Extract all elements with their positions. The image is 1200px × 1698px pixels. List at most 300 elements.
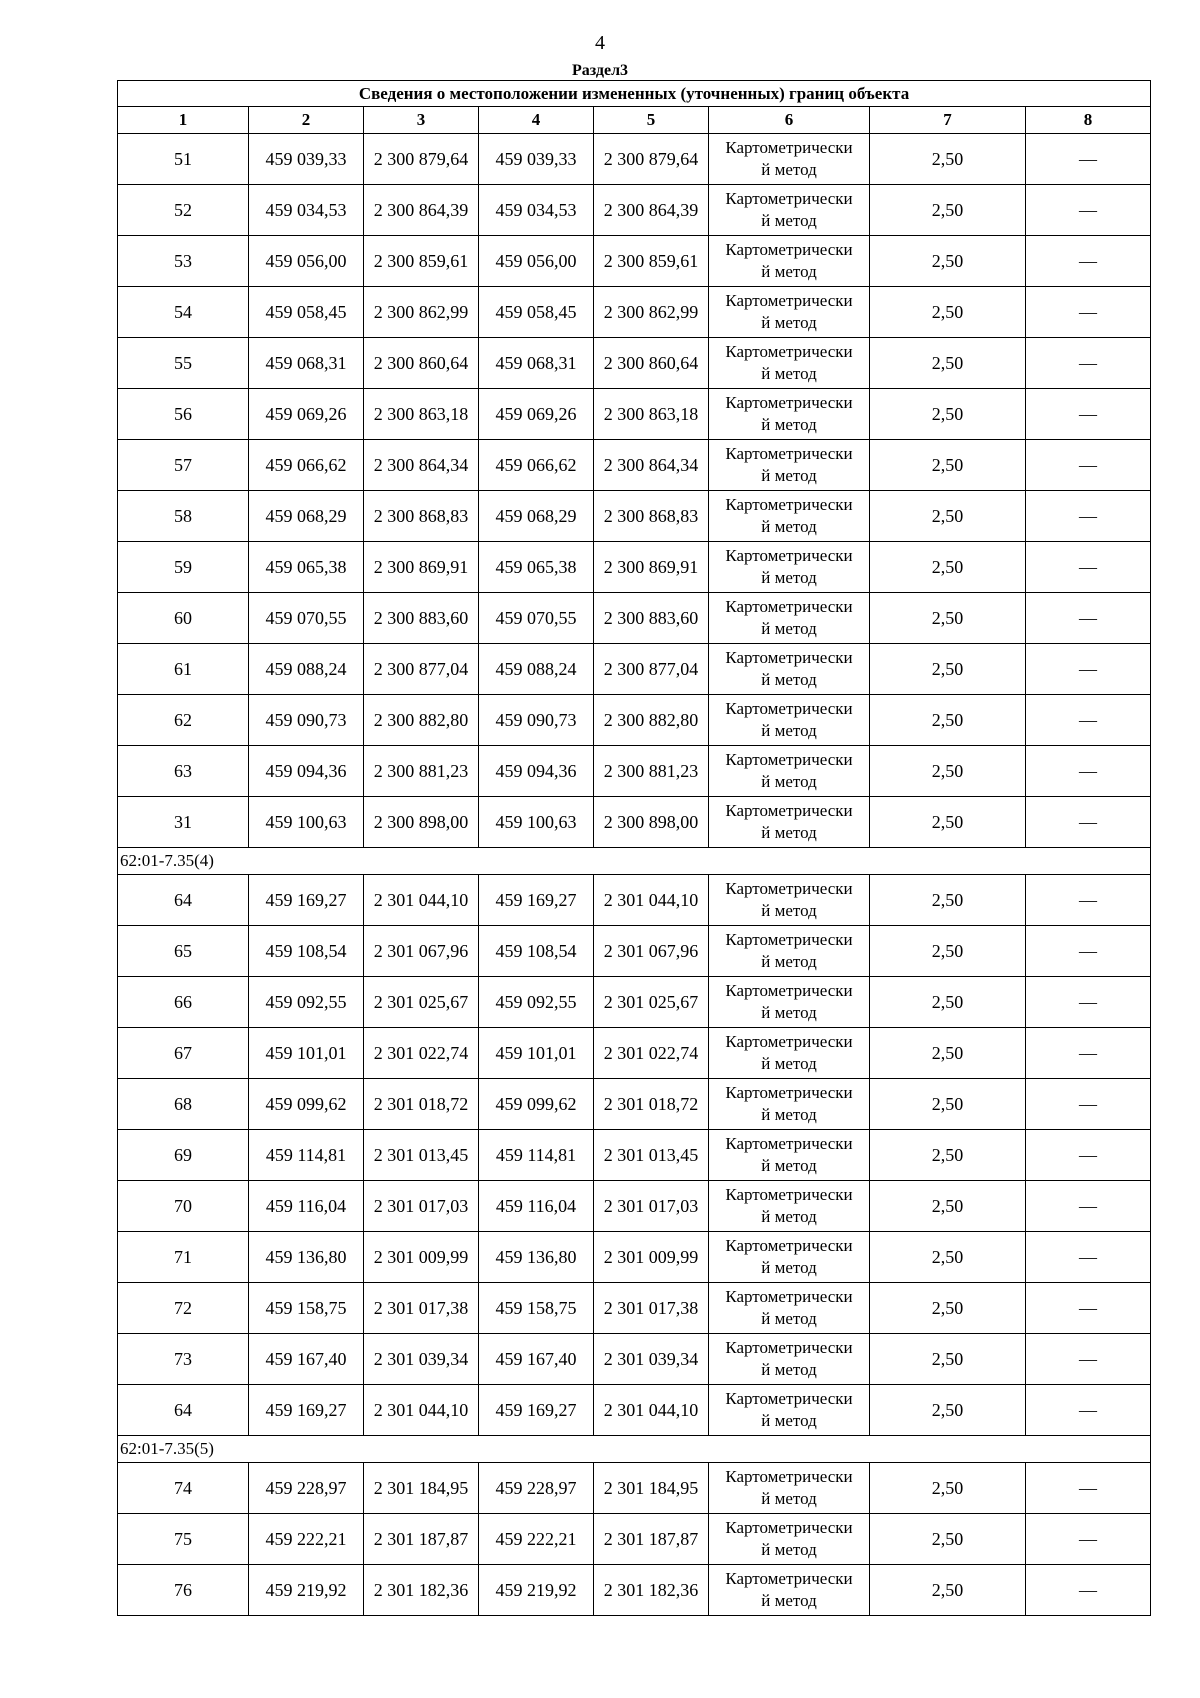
method-line-2: й метод: [761, 823, 817, 842]
method-cell: [709, 389, 870, 440]
note-cell: —: [1026, 134, 1151, 185]
accuracy-cell: 2,50: [870, 1232, 1026, 1283]
column-header-5: 5: [594, 107, 709, 134]
y-new-cell: 2 300 868,83: [594, 491, 709, 542]
method-cell: [709, 1028, 870, 1079]
note-cell: —: [1026, 926, 1151, 977]
x-new-cell: 459 116,04: [479, 1181, 594, 1232]
y-old-cell: 2 300 863,18: [364, 389, 479, 440]
x-new-cell: 459 056,00: [479, 236, 594, 287]
x-new-cell: 459 158,75: [479, 1283, 594, 1334]
y-new-cell: 2 301 022,74: [594, 1028, 709, 1079]
column-header-2: 2: [249, 107, 364, 134]
x-new-cell: 459 092,55: [479, 977, 594, 1028]
note-cell: —: [1026, 491, 1151, 542]
method-line-1: Картометрически: [725, 1236, 853, 1255]
y-old-cell: 2 301 187,87: [364, 1514, 479, 1565]
method-line-2: й метод: [761, 952, 817, 971]
accuracy-cell: 2,50: [870, 1514, 1026, 1565]
y-new-cell: 2 301 017,38: [594, 1283, 709, 1334]
point-number-cell: 51: [118, 134, 249, 185]
table-row: [118, 1385, 1151, 1436]
table-row: [118, 1565, 1151, 1616]
table-row: [118, 1283, 1151, 1334]
x-new-cell: 459 169,27: [479, 1385, 594, 1436]
y-old-cell: 2 300 898,00: [364, 797, 479, 848]
method-line-2: й метод: [761, 1411, 817, 1430]
method-line-1: Картометрически: [725, 1569, 853, 1588]
method-line-2: й метод: [761, 721, 817, 740]
method-line-2: й метод: [761, 517, 817, 536]
point-number-cell: 70: [118, 1181, 249, 1232]
y-old-cell: 2 300 881,23: [364, 746, 479, 797]
method-line-1: Картометрически: [725, 444, 853, 463]
table-row: [118, 1232, 1151, 1283]
point-number-cell: 71: [118, 1232, 249, 1283]
method-line-1: Картометрически: [725, 1083, 853, 1102]
method-cell: [709, 875, 870, 926]
table-row: [118, 491, 1151, 542]
table-row: [118, 926, 1151, 977]
y-old-cell: 2 300 879,64: [364, 134, 479, 185]
table-row: [118, 1181, 1151, 1232]
table-row: [118, 389, 1151, 440]
x-old-cell: 459 158,75: [249, 1283, 364, 1334]
method-line-1: Картометрически: [725, 1185, 853, 1204]
method-line-2: й метод: [761, 415, 817, 434]
y-old-cell: 2 300 859,61: [364, 236, 479, 287]
table-caption: Сведения о местоположении измененных (уточненных) границ объекта: [118, 81, 1151, 107]
y-new-cell: 2 300 883,60: [594, 593, 709, 644]
accuracy-cell: 2,50: [870, 1283, 1026, 1334]
method-cell: [709, 542, 870, 593]
x-new-cell: 459 068,29: [479, 491, 594, 542]
note-cell: —: [1026, 236, 1151, 287]
x-new-cell: 459 039,33: [479, 134, 594, 185]
accuracy-cell: 2,50: [870, 389, 1026, 440]
method-cell: [709, 644, 870, 695]
column-header-6: 6: [709, 107, 870, 134]
x-old-cell: 459 099,62: [249, 1079, 364, 1130]
group-header-row: [118, 848, 1151, 875]
y-new-cell: 2 301 013,45: [594, 1130, 709, 1181]
method-line-2: й метод: [761, 1258, 817, 1277]
method-line-2: й метод: [761, 1489, 817, 1508]
method-line-2: й метод: [761, 1540, 817, 1559]
method-line-1: Картометрически: [725, 1134, 853, 1153]
method-line-1: Картометрически: [725, 393, 853, 412]
point-number-cell: 72: [118, 1283, 249, 1334]
method-cell: [709, 926, 870, 977]
x-new-cell: 459 169,27: [479, 875, 594, 926]
y-old-cell: 2 301 013,45: [364, 1130, 479, 1181]
accuracy-cell: 2,50: [870, 797, 1026, 848]
method-cell: [709, 1334, 870, 1385]
y-old-cell: 2 301 017,03: [364, 1181, 479, 1232]
y-new-cell: 2 301 182,36: [594, 1565, 709, 1616]
y-new-cell: 2 300 860,64: [594, 338, 709, 389]
x-new-cell: 459 100,63: [479, 797, 594, 848]
x-old-cell: 459 068,31: [249, 338, 364, 389]
y-new-cell: 2 300 863,18: [594, 389, 709, 440]
accuracy-cell: 2,50: [870, 926, 1026, 977]
x-old-cell: 459 068,29: [249, 491, 364, 542]
table-row: [118, 1079, 1151, 1130]
y-old-cell: 2 301 017,38: [364, 1283, 479, 1334]
point-number-cell: 63: [118, 746, 249, 797]
table-row: [118, 1130, 1151, 1181]
method-line-2: й метод: [761, 1360, 817, 1379]
y-old-cell: 2 301 044,10: [364, 1385, 479, 1436]
y-old-cell: 2 300 862,99: [364, 287, 479, 338]
method-line-1: Картометрически: [725, 1032, 853, 1051]
x-old-cell: 459 108,54: [249, 926, 364, 977]
group-label: 62:01-7.35(4): [118, 848, 1151, 875]
note-cell: —: [1026, 593, 1151, 644]
note-cell: —: [1026, 185, 1151, 236]
method-line-2: й метод: [761, 1054, 817, 1073]
method-line-1: Картометрически: [725, 648, 853, 667]
x-new-cell: 459 090,73: [479, 695, 594, 746]
accuracy-cell: 2,50: [870, 695, 1026, 746]
coordinates-table: [117, 80, 1151, 1616]
x-old-cell: 459 069,26: [249, 389, 364, 440]
method-cell: [709, 491, 870, 542]
point-number-cell: 52: [118, 185, 249, 236]
note-cell: —: [1026, 287, 1151, 338]
column-header-7: 7: [870, 107, 1026, 134]
note-cell: —: [1026, 1079, 1151, 1130]
method-line-2: й метод: [761, 1105, 817, 1124]
note-cell: —: [1026, 977, 1151, 1028]
x-old-cell: 459 114,81: [249, 1130, 364, 1181]
x-old-cell: 459 136,80: [249, 1232, 364, 1283]
x-new-cell: 459 065,38: [479, 542, 594, 593]
y-old-cell: 2 300 882,80: [364, 695, 479, 746]
point-number-cell: 31: [118, 797, 249, 848]
method-cell: [709, 185, 870, 236]
x-old-cell: 459 169,27: [249, 875, 364, 926]
method-line-2: й метод: [761, 1156, 817, 1175]
x-old-cell: 459 039,33: [249, 134, 364, 185]
y-new-cell: 2 300 881,23: [594, 746, 709, 797]
point-number-cell: 76: [118, 1565, 249, 1616]
note-cell: —: [1026, 1283, 1151, 1334]
accuracy-cell: 2,50: [870, 1385, 1026, 1436]
method-cell: [709, 440, 870, 491]
note-cell: —: [1026, 338, 1151, 389]
y-old-cell: 2 300 869,91: [364, 542, 479, 593]
point-number-cell: 68: [118, 1079, 249, 1130]
method-cell: [709, 1232, 870, 1283]
note-cell: —: [1026, 875, 1151, 926]
column-header-1: 1: [118, 107, 249, 134]
point-number-cell: 66: [118, 977, 249, 1028]
y-old-cell: 2 300 868,83: [364, 491, 479, 542]
accuracy-cell: 2,50: [870, 1130, 1026, 1181]
method-cell: [709, 134, 870, 185]
y-new-cell: 2 301 039,34: [594, 1334, 709, 1385]
point-number-cell: 65: [118, 926, 249, 977]
accuracy-cell: 2,50: [870, 1079, 1026, 1130]
method-line-2: й метод: [761, 1003, 817, 1022]
method-cell: [709, 746, 870, 797]
note-cell: —: [1026, 440, 1151, 491]
method-cell: [709, 1385, 870, 1436]
method-line-1: Картометрически: [725, 930, 853, 949]
x-new-cell: 459 114,81: [479, 1130, 594, 1181]
y-new-cell: 2 301 044,10: [594, 1385, 709, 1436]
point-number-cell: 57: [118, 440, 249, 491]
page-number: 4: [595, 32, 605, 54]
method-line-2: й метод: [761, 901, 817, 920]
table-row: [118, 236, 1151, 287]
method-line-1: Картометрически: [725, 342, 853, 361]
y-new-cell: 2 300 879,64: [594, 134, 709, 185]
x-old-cell: 459 094,36: [249, 746, 364, 797]
x-new-cell: 459 222,21: [479, 1514, 594, 1565]
note-cell: —: [1026, 1385, 1151, 1436]
table-row: [118, 185, 1151, 236]
x-old-cell: 459 228,97: [249, 1463, 364, 1514]
note-cell: —: [1026, 695, 1151, 746]
point-number-cell: 60: [118, 593, 249, 644]
x-new-cell: 459 068,31: [479, 338, 594, 389]
table-row: [118, 746, 1151, 797]
method-line-1: Картометрически: [725, 1389, 853, 1408]
table-row: [118, 593, 1151, 644]
method-line-2: й метод: [761, 772, 817, 791]
table-row: [118, 797, 1151, 848]
y-new-cell: 2 301 067,96: [594, 926, 709, 977]
table-row: [118, 1028, 1151, 1079]
method-cell: [709, 338, 870, 389]
y-new-cell: 2 300 864,39: [594, 185, 709, 236]
y-old-cell: 2 301 067,96: [364, 926, 479, 977]
y-old-cell: 2 300 864,34: [364, 440, 479, 491]
accuracy-cell: 2,50: [870, 746, 1026, 797]
table-row: [118, 1334, 1151, 1385]
note-cell: —: [1026, 1463, 1151, 1514]
y-new-cell: 2 300 859,61: [594, 236, 709, 287]
table-row: [118, 338, 1151, 389]
point-number-cell: 54: [118, 287, 249, 338]
x-old-cell: 459 169,27: [249, 1385, 364, 1436]
y-new-cell: 2 300 898,00: [594, 797, 709, 848]
y-old-cell: 2 301 182,36: [364, 1565, 479, 1616]
y-new-cell: 2 301 184,95: [594, 1463, 709, 1514]
method-line-1: Картометрически: [725, 546, 853, 565]
x-new-cell: 459 219,92: [479, 1565, 594, 1616]
accuracy-cell: 2,50: [870, 134, 1026, 185]
accuracy-cell: 2,50: [870, 236, 1026, 287]
x-new-cell: 459 228,97: [479, 1463, 594, 1514]
x-old-cell: 459 116,04: [249, 1181, 364, 1232]
point-number-cell: 74: [118, 1463, 249, 1514]
method-cell: [709, 977, 870, 1028]
method-line-1: Картометрически: [725, 750, 853, 769]
x-old-cell: 459 167,40: [249, 1334, 364, 1385]
x-new-cell: 459 101,01: [479, 1028, 594, 1079]
method-line-2: й метод: [761, 466, 817, 485]
x-old-cell: 459 034,53: [249, 185, 364, 236]
y-old-cell: 2 300 860,64: [364, 338, 479, 389]
note-cell: —: [1026, 1334, 1151, 1385]
method-line-2: й метод: [761, 160, 817, 179]
x-new-cell: 459 136,80: [479, 1232, 594, 1283]
y-old-cell: 2 300 864,39: [364, 185, 479, 236]
method-cell: [709, 1079, 870, 1130]
y-new-cell: 2 300 864,34: [594, 440, 709, 491]
y-new-cell: 2 301 044,10: [594, 875, 709, 926]
y-new-cell: 2 300 862,99: [594, 287, 709, 338]
x-old-cell: 459 066,62: [249, 440, 364, 491]
point-number-cell: 75: [118, 1514, 249, 1565]
method-line-1: Картометрически: [725, 189, 853, 208]
table-row: [118, 542, 1151, 593]
section-title: Раздел3: [571, 62, 629, 79]
accuracy-cell: 2,50: [870, 1028, 1026, 1079]
x-new-cell: 459 108,54: [479, 926, 594, 977]
y-new-cell: 2 300 869,91: [594, 542, 709, 593]
table-row: [118, 287, 1151, 338]
x-old-cell: 459 219,92: [249, 1565, 364, 1616]
y-old-cell: 2 301 184,95: [364, 1463, 479, 1514]
method-line-2: й метод: [761, 568, 817, 587]
method-line-1: Картометрически: [725, 801, 853, 820]
x-new-cell: 459 167,40: [479, 1334, 594, 1385]
method-cell: [709, 236, 870, 287]
accuracy-cell: 2,50: [870, 593, 1026, 644]
column-header-4: 4: [479, 107, 594, 134]
x-old-cell: 459 092,55: [249, 977, 364, 1028]
method-line-1: Картометрически: [725, 597, 853, 616]
method-line-1: Картометрически: [725, 879, 853, 898]
note-cell: —: [1026, 1181, 1151, 1232]
method-line-1: Картометрически: [725, 495, 853, 514]
method-line-1: Картометрически: [725, 981, 853, 1000]
method-line-2: й метод: [761, 364, 817, 383]
point-number-cell: 73: [118, 1334, 249, 1385]
point-number-cell: 64: [118, 875, 249, 926]
y-old-cell: 2 301 018,72: [364, 1079, 479, 1130]
accuracy-cell: 2,50: [870, 644, 1026, 695]
note-cell: —: [1026, 746, 1151, 797]
note-cell: —: [1026, 1565, 1151, 1616]
point-number-cell: 55: [118, 338, 249, 389]
x-old-cell: 459 065,38: [249, 542, 364, 593]
point-number-cell: 62: [118, 695, 249, 746]
note-cell: —: [1026, 644, 1151, 695]
group-label: 62:01-7.35(5): [118, 1436, 1151, 1463]
method-cell: [709, 1565, 870, 1616]
note-cell: —: [1026, 1130, 1151, 1181]
y-old-cell: 2 300 877,04: [364, 644, 479, 695]
x-new-cell: 459 094,36: [479, 746, 594, 797]
point-number-cell: 69: [118, 1130, 249, 1181]
method-line-2: й метод: [761, 619, 817, 638]
point-number-cell: 58: [118, 491, 249, 542]
table-row: [118, 440, 1151, 491]
y-old-cell: 2 301 009,99: [364, 1232, 479, 1283]
x-new-cell: 459 099,62: [479, 1079, 594, 1130]
accuracy-cell: 2,50: [870, 287, 1026, 338]
method-line-1: Картометрически: [725, 699, 853, 718]
y-new-cell: 2 301 018,72: [594, 1079, 709, 1130]
method-cell: [709, 1130, 870, 1181]
method-cell: [709, 593, 870, 644]
note-cell: —: [1026, 542, 1151, 593]
method-line-2: й метод: [761, 211, 817, 230]
accuracy-cell: 2,50: [870, 542, 1026, 593]
table-row: [118, 695, 1151, 746]
x-new-cell: 459 069,26: [479, 389, 594, 440]
y-old-cell: 2 301 022,74: [364, 1028, 479, 1079]
x-new-cell: 459 070,55: [479, 593, 594, 644]
accuracy-cell: 2,50: [870, 491, 1026, 542]
method-line-1: Картометрически: [725, 1518, 853, 1537]
point-number-cell: 64: [118, 1385, 249, 1436]
group-header-row: [118, 1436, 1151, 1463]
accuracy-cell: 2,50: [870, 977, 1026, 1028]
method-line-1: Картометрически: [725, 1467, 853, 1486]
method-line-2: й метод: [761, 1591, 817, 1610]
method-line-2: й метод: [761, 313, 817, 332]
x-old-cell: 459 070,55: [249, 593, 364, 644]
method-cell: [709, 1514, 870, 1565]
x-old-cell: 459 088,24: [249, 644, 364, 695]
method-cell: [709, 1181, 870, 1232]
method-cell: [709, 695, 870, 746]
method-line-2: й метод: [761, 262, 817, 281]
x-new-cell: 459 058,45: [479, 287, 594, 338]
note-cell: —: [1026, 1232, 1151, 1283]
accuracy-cell: 2,50: [870, 1181, 1026, 1232]
accuracy-cell: 2,50: [870, 1463, 1026, 1514]
table-row: [118, 134, 1151, 185]
note-cell: —: [1026, 797, 1151, 848]
method-cell: [709, 1283, 870, 1334]
table-row: [118, 875, 1151, 926]
x-old-cell: 459 101,01: [249, 1028, 364, 1079]
accuracy-cell: 2,50: [870, 1565, 1026, 1616]
note-cell: —: [1026, 389, 1151, 440]
method-line-1: Картометрически: [725, 1287, 853, 1306]
point-number-cell: 53: [118, 236, 249, 287]
table-row: [118, 1463, 1151, 1514]
x-old-cell: 459 100,63: [249, 797, 364, 848]
method-line-1: Картометрически: [725, 291, 853, 310]
y-old-cell: 2 301 039,34: [364, 1334, 479, 1385]
x-old-cell: 459 056,00: [249, 236, 364, 287]
point-number-cell: 59: [118, 542, 249, 593]
accuracy-cell: 2,50: [870, 185, 1026, 236]
column-header-8: 8: [1026, 107, 1151, 134]
x-old-cell: 459 222,21: [249, 1514, 364, 1565]
y-new-cell: 2 301 009,99: [594, 1232, 709, 1283]
y-new-cell: 2 300 882,80: [594, 695, 709, 746]
y-old-cell: 2 301 044,10: [364, 875, 479, 926]
method-cell: [709, 797, 870, 848]
point-number-cell: 61: [118, 644, 249, 695]
table-row: [118, 977, 1151, 1028]
point-number-cell: 56: [118, 389, 249, 440]
column-header-3: 3: [364, 107, 479, 134]
point-number-cell: 67: [118, 1028, 249, 1079]
y-new-cell: 2 301 017,03: [594, 1181, 709, 1232]
x-old-cell: 459 090,73: [249, 695, 364, 746]
method-line-2: й метод: [761, 1309, 817, 1328]
